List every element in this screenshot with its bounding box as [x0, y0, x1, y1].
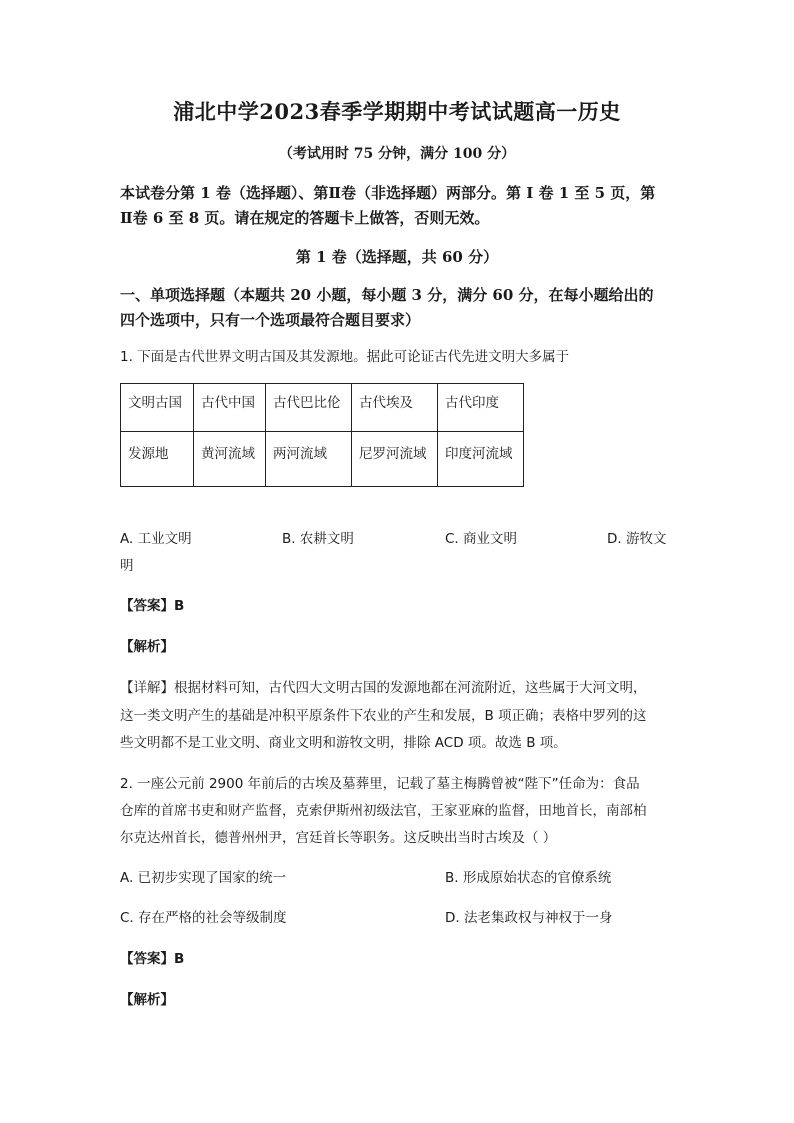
q1-detail-line-3: 些文明都不是工业文明、商业文明和游牧文明，排除 ACD 项。故选 B 项。 [120, 735, 567, 751]
q1-detail-line-2: 这一类文明产生的基础是冲积平原条件下农业的产生和发展，B 项正确；表格中罗列的这 [120, 708, 647, 724]
q1-answer: 【答案】B [120, 598, 185, 614]
q1-stem: 1. 下面是古代世界文明古国及其发源地。据此可论证古代先进文明大多属于 [120, 349, 570, 365]
table-cell: 古代埃及 [352, 384, 438, 432]
table-cell: 尼罗河流域 [352, 432, 438, 487]
table-cell: 古代印度 [438, 384, 524, 432]
q1-option-b: B. 农耕文明 [282, 531, 354, 547]
q2-option-a: A. 已初步实现了国家的统一 [120, 870, 287, 886]
page-title: 浦北中学2023春季学期期中考试试题高一历史 [173, 99, 621, 124]
table-row [121, 384, 524, 432]
q2-stem-line-3: 尔克达州首长，德普州州尹，宫廷首长等职务。这反映出当时古埃及（ ） [120, 830, 557, 846]
q2-option-c: C. 存在严格的社会等级制度 [120, 910, 287, 926]
intro-line-1: 本试卷分第 1 卷（选择题）、第Ⅱ卷（非选择题）两部分。第 I 卷 1 至 5 页，第 [120, 184, 656, 202]
q2-option-d: D. 法老集政权与神权于一身 [445, 910, 613, 926]
table-cell: 黄河流域 [194, 432, 266, 487]
table-cell: 古代巴比伦 [266, 384, 352, 432]
q1-detail-line-1: 【详解】根据材料可知，古代四大文明古国的发源地都在河流附近，这些属于大河文明， [120, 680, 647, 696]
table-cell: 两河流域 [266, 432, 352, 487]
q1-analysis-label: 【解析】 [120, 639, 174, 655]
q1-option-a: A. 工业文明 [120, 531, 192, 547]
table-cell: 发源地 [121, 432, 194, 487]
table-cell: 古代中国 [194, 384, 266, 432]
q2-stem-line-2: 仓库的首席书吏和财产监督，克索伊斯州初级法官，王家亚麻的监督，田地首长，南部柏 [120, 803, 647, 819]
q2-analysis-label: 【解析】 [120, 992, 174, 1008]
q1-option-d: D. 游牧文 [607, 531, 667, 547]
section-heading-line-1: 一、单项选择题（本题共 20 小题，每小题 3 分，满分 60 分，在每小题给出的 [120, 286, 654, 304]
table-cell: 印度河流域 [438, 432, 524, 487]
q2-answer: 【答案】B [120, 951, 185, 967]
q1-option-c: C. 商业文明 [445, 531, 518, 547]
civilization-table [120, 383, 524, 487]
section-heading-line-2: 四个选项中，只有一个选项最符合题目要求） [120, 311, 421, 329]
q2-stem-line-1: 2. 一座公元前 2900 年前后的古埃及墓葬里，记载了墓主梅腾曾被“陛下”任命为：食品 [120, 776, 640, 792]
intro-line-2: Ⅱ卷 6 至 8 页。请在规定的答题卡上做答，否则无效。 [120, 209, 490, 227]
table-row [121, 432, 524, 487]
table-cell: 文明古国 [121, 384, 194, 432]
volume-title: 第 1 卷（选择题，共 60 分） [295, 248, 499, 266]
q2-option-b: B. 形成原始状态的官僚系统 [445, 870, 612, 886]
q1-option-d-continued: 明 [120, 558, 134, 574]
exam-subtitle: （考试用时 75 分钟，满分 100 分） [278, 146, 516, 162]
